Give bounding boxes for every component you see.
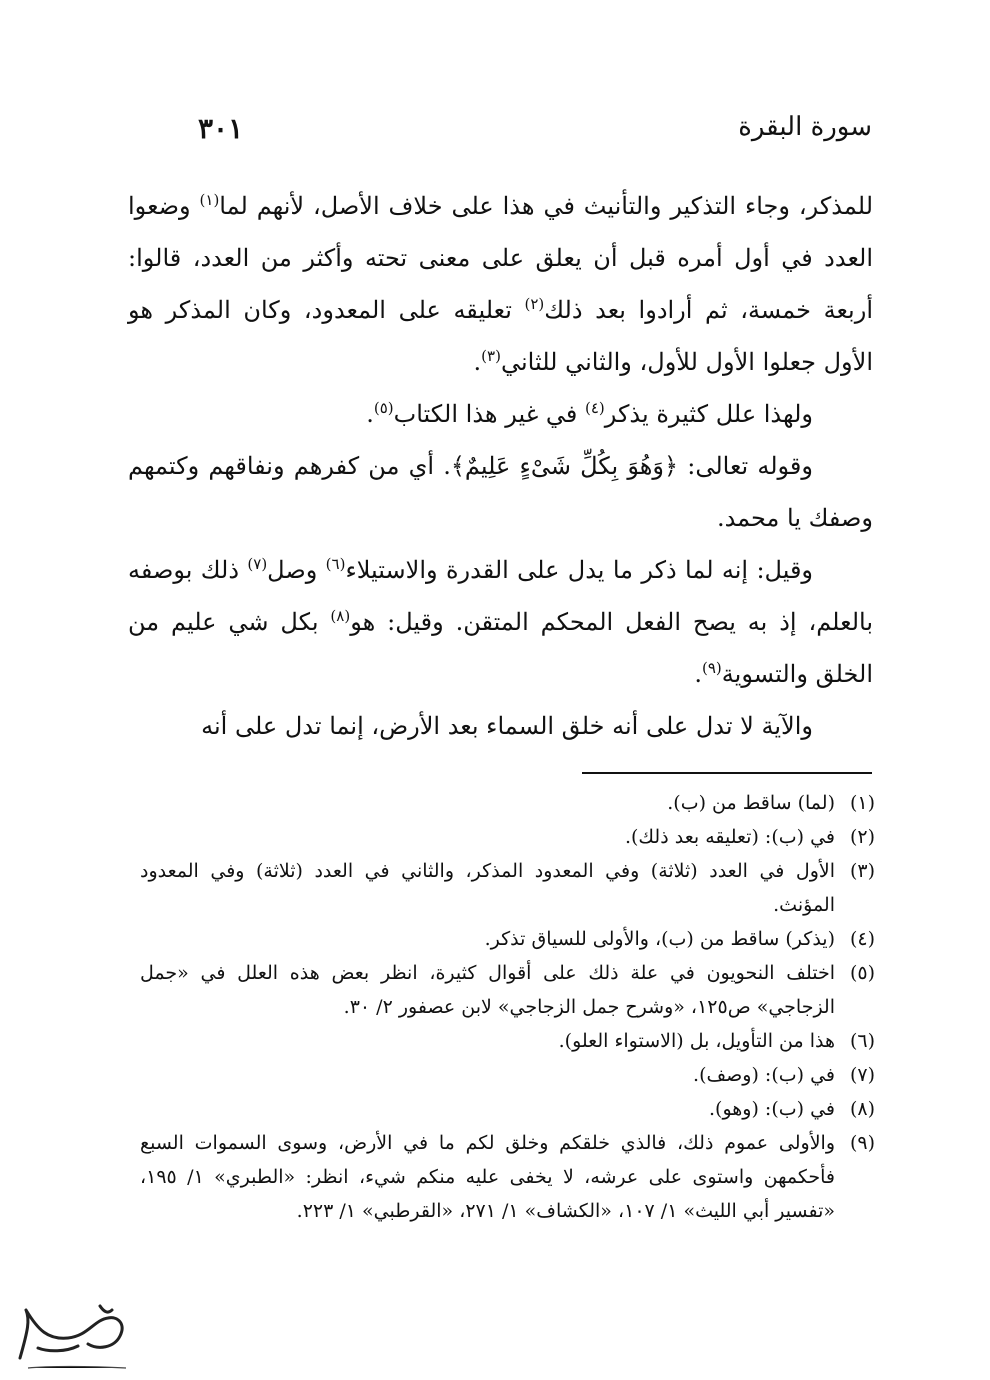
footnote-number: (٧) <box>849 1064 875 1086</box>
footnote-number: (٩) <box>849 1132 875 1154</box>
text-run: . <box>694 660 702 688</box>
footnotes <box>140 786 875 1228</box>
footnote-number: (٤) <box>849 928 875 950</box>
paragraph-2 <box>128 388 873 440</box>
text-run: بكل شي عليم من الخلق والتسوية <box>128 608 873 688</box>
paragraph-4 <box>128 544 873 700</box>
footnote-text: (لما) ساقط من (ب). <box>667 792 835 814</box>
text-run: في غير هذا الكتاب <box>393 400 585 428</box>
footnote-number: (٣) <box>849 860 875 882</box>
footnote-item <box>140 922 875 956</box>
footnote-number: (٢) <box>849 826 875 848</box>
footnote-item <box>140 1058 875 1092</box>
page-number: ٣٠١ <box>198 112 244 145</box>
footnote-item <box>140 956 875 1024</box>
library-stamp-logo <box>8 1290 138 1376</box>
footnote-text: (يذكر) ساقط من (ب)، والأولى للسياق تذكر. <box>484 928 835 950</box>
footnote-ref-8: (٨) <box>330 607 351 625</box>
footnote-text: في (ب): (وصف). <box>693 1064 835 1086</box>
footnote-item <box>140 786 875 820</box>
footnote-ref-7: (٧) <box>247 555 268 573</box>
text-run: وقيل: إنه لما ذكر ما يدل على القدرة والاستيلاء <box>345 556 814 584</box>
footnote-ref-1: (١) <box>199 191 220 209</box>
footnote-item <box>140 1126 875 1228</box>
footnote-ref-5: (٥) <box>373 399 394 417</box>
footnote-number: (٥) <box>849 962 875 984</box>
main-text <box>128 180 873 752</box>
paragraph-1 <box>128 180 873 388</box>
text-run: . <box>473 348 482 376</box>
text-run: للمذكر، وجاء التذكير والتأنيث في هذا على خلاف الأصل، لأنهم لما <box>219 192 874 220</box>
footnote-item <box>140 1092 875 1126</box>
footnote-item <box>140 820 875 854</box>
surah-title: سورة البقرة <box>738 112 872 142</box>
footnote-text: اختلف النحويون في علة ذلك على أقوال كثيرة، انظر بعض هذه العلل في «جمل الزجاجي» ص١٢٥، «وشرح جمل الزجاجي» لابن عصفور ٢/ ٣٠. <box>140 962 835 1018</box>
footnote-ref-3: (٣) <box>481 347 501 365</box>
footnote-text: الأول في العدد (ثلاثة) وفي المعدود المذكر، والثاني في العدد (ثلاثة) وفي المعدود المؤنث. <box>140 860 835 916</box>
page-header <box>150 112 872 152</box>
footnote-ref-4: (٤) <box>584 399 605 417</box>
text-run: ولهذا علل كثيرة يذكر <box>604 400 813 428</box>
footnote-number: (١) <box>849 792 875 814</box>
text-run: . <box>366 400 374 428</box>
footnote-number: (٦) <box>849 1030 875 1052</box>
footnote-separator <box>582 772 872 774</box>
footnote-item <box>140 854 875 922</box>
paragraph-5: والآية لا تدل على أنه خلق السماء بعد الأرض، إنما تدل على أنه <box>201 712 813 740</box>
text-run: وصل <box>267 556 326 584</box>
text-run: وضعوا العدد في أول أمره قبل أن يعلق على معنى تحته وأكثر من العدد، قالوا: أربعة خمسة، ثم أرادوا بعد ذلك <box>128 192 873 324</box>
footnote-text: في (ب): (تعليقه بعد ذلك). <box>624 826 835 848</box>
footnote-ref-9: (٩) <box>701 659 722 677</box>
footnote-ref-2: (٢) <box>524 295 545 313</box>
paragraph-3: وقوله تعالى: ﴿وَهُوَ بِكُلِّ شَىْءٍ عَلِيمٌ﴾. أي من كفرهم ونفاقهم وكتمهم وصفك يا محمد. <box>128 452 873 532</box>
footnote-text: والأولى عموم ذلك، فالذي خلقكم وخلق لكم ما في الأرض، وسوى السموات السبع فأحكمهن واستوى على عرشه، لا يخفى عليه منكم شيء، انظر: «الطبري» ١/ ١٩٥، «تفسير أبي الليث» ١/ ١٠٧، «الكشاف» ١/ ٢٧١، «القرطبي» ١/ ٢٢٣. <box>140 1132 835 1222</box>
footnote-item <box>140 1024 875 1058</box>
text-run: تعليقه على المعدود، وكان المذكر هو الأول جعلوا الأول للأول، والثاني للثاني <box>128 296 873 376</box>
footnote-text: في (ب): (وهو). <box>709 1098 835 1120</box>
text-run: ذلك بوصفه بالعلم، إذ به يصح الفعل المحكم المتقن. وقيل: هو <box>128 556 874 636</box>
footnote-text: هذا من التأويل، بل (الاستواء العلو). <box>558 1030 835 1052</box>
footnote-ref-6: (٦) <box>325 555 346 573</box>
footnote-number: (٨) <box>849 1098 875 1120</box>
